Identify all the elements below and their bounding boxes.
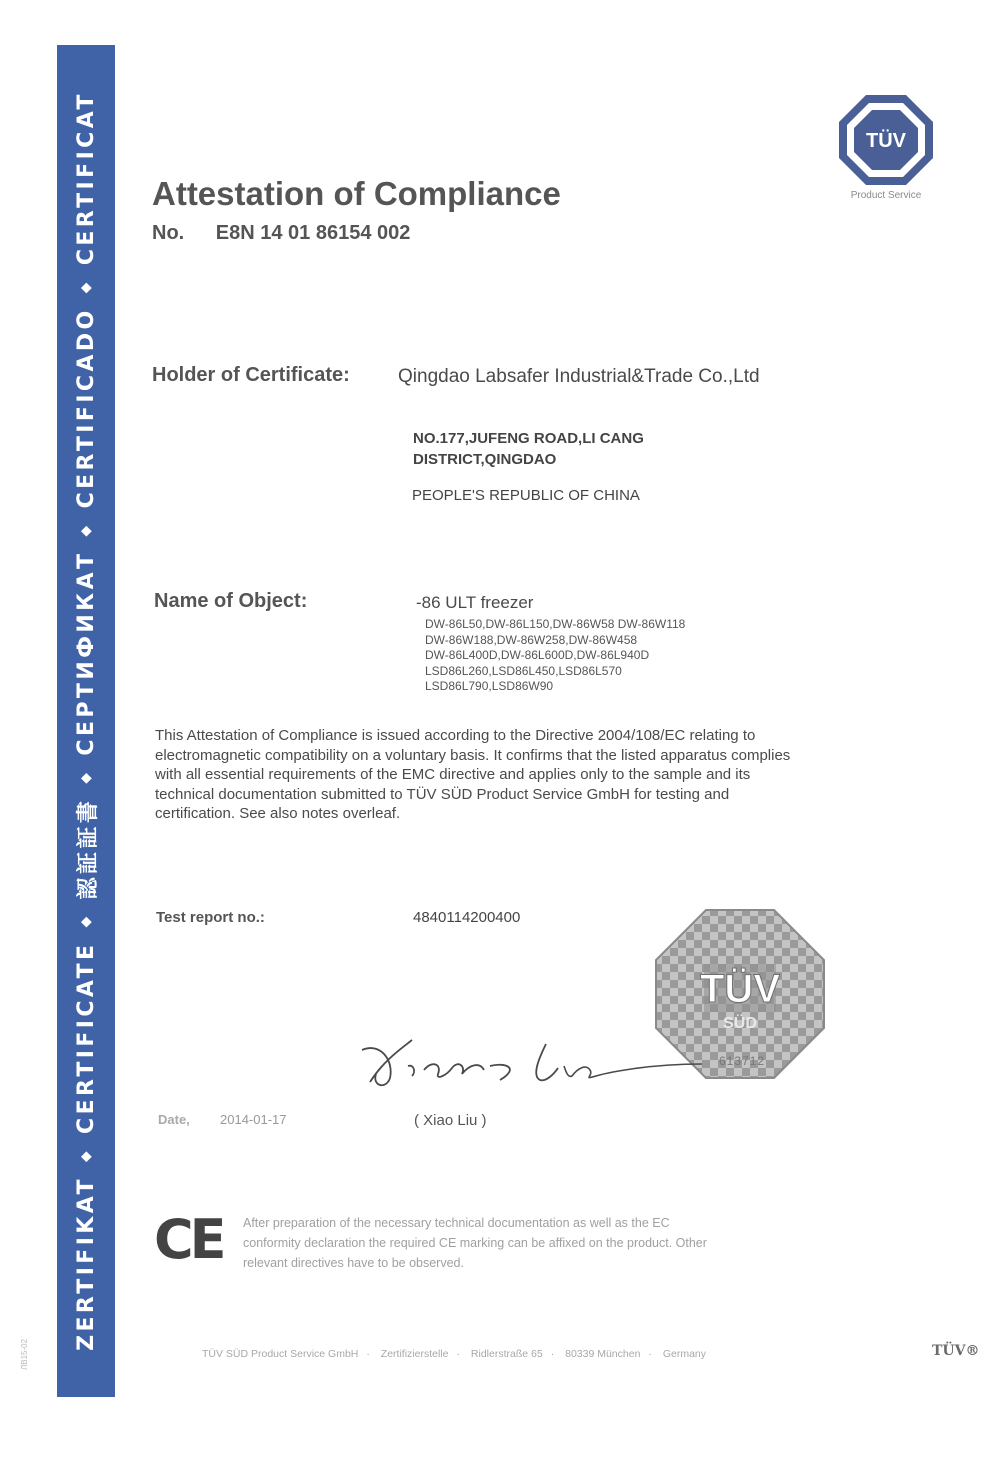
holder-country: PEOPLE'S REPUBLIC OF CHINA (412, 487, 640, 504)
footer-company: TÜV SÜD Product Service GmbH (202, 1348, 359, 1360)
footer-city: 80339 München (565, 1348, 641, 1360)
seal-text: TÜV (700, 967, 780, 1011)
holder-address (413, 428, 733, 470)
model-line: DW-86L50,DW-86L150,DW-86W58 DW-86W118 (425, 617, 686, 631)
sidebar-separator: ◆ (78, 279, 94, 294)
certificate-number (152, 222, 410, 245)
model-line: LSD86L790,LSD86W90 (425, 679, 554, 693)
sidebar-word-japanese: 認証証書 (75, 797, 101, 900)
statement-line: certification. See also notes overleaf. (155, 805, 401, 823)
holder-label: Holder of Certificate: (152, 364, 350, 386)
tuv-logo-caption: Product Service (850, 190, 922, 201)
footer-address: TÜV SÜD Product Service GmbH · Zertifizierstelle · Ridlerstraße 65 · 80339 München · Germany (202, 1348, 707, 1360)
footer-tuv-logo: TÜV® (932, 1343, 980, 1359)
holder-name: Qingdao Labsafer Industrial&Trade Co.,Ltd (398, 366, 760, 387)
compliance-statement (155, 726, 885, 824)
page-title: Attestation of Compliance (152, 175, 561, 212)
ce-mark-icon: CE (154, 1208, 223, 1271)
certificate-number-label: No. (152, 222, 185, 244)
date-label: Date, (158, 1112, 190, 1127)
test-report-number: 4840114200400 (413, 909, 521, 926)
side-document-code: ЛВ15-02 (20, 1338, 29, 1370)
signer-name: ( Xiao Liu ) (414, 1112, 487, 1129)
sidebar-word-sertifikat: СЕРТИФИКАТ (73, 550, 99, 756)
model-list (425, 617, 685, 695)
footer-street: Ridlerstraße 65 (470, 1348, 543, 1360)
footer-department: Zertifizierstelle (380, 1348, 449, 1360)
seal-number: 613712 (719, 1054, 766, 1068)
certificate-sidebar-band (57, 45, 115, 1397)
sidebar-separator: ◆ (78, 522, 94, 537)
seal-subtext: SÜD (723, 1015, 757, 1032)
model-line: DW-86W188,DW-86W258,DW-86W458 (425, 632, 638, 647)
ce-note (243, 1213, 883, 1273)
model-line: DW-86L400D,DW-86L600D,DW-86L940D (425, 648, 650, 662)
sidebar-word-zertifikat: ZERTIFIKAT (73, 1176, 99, 1351)
statement-line: This Attestation of Compliance is issued according to the Directive 2004/108/EC relating to (155, 727, 756, 744)
test-report-label: Test report no.: (156, 909, 265, 926)
ce-note-line: After preparation of the necessary technical documentation as well as the EC (243, 1216, 670, 1230)
sidebar-word-certificate: CERTIFICATE (73, 941, 99, 1134)
object-name: -86 ULT freezer (416, 593, 534, 612)
tuv-logo-text: TÜV (866, 130, 906, 152)
sidebar-separator: ◆ (78, 769, 94, 784)
sidebar-word-certificado: CERTIFICADO (73, 307, 99, 509)
statement-line: with all essential requirements of the EMC directive and applies only to the sample and its (155, 766, 751, 784)
footer-country: Germany (662, 1348, 707, 1360)
address-line: DISTRICT,QINGDAO (413, 451, 557, 468)
sidebar-separator: ◆ (78, 913, 94, 928)
sidebar-separator: ◆ (78, 1147, 94, 1163)
statement-line: electromagnetic compatibility on a voluntary basis. It confirms that the listed apparatus complies (155, 746, 791, 764)
sidebar-certificate-text (57, 71, 115, 1371)
object-label: Name of Object: (154, 590, 308, 612)
model-line: LSD86L260,LSD86L450,LSD86L570 (425, 663, 622, 678)
certificate-number-value: E8N 14 01 86154 002 (215, 222, 411, 244)
sidebar-word-certificat: CERTIFICAT (73, 91, 99, 266)
address-line: NO.177,JUFENG ROAD,LI CANG (413, 430, 644, 447)
handwritten-signature (350, 1020, 710, 1100)
ce-note-line: conformity declaration the required CE marking can be affixed on the product. Other (243, 1236, 707, 1250)
tuv-octagon-icon (836, 92, 936, 188)
statement-line: technical documentation submitted to TÜV SÜD Product Service GmbH for testing and (155, 785, 730, 803)
tuv-logo (836, 92, 936, 212)
issue-date: 2014-01-17 (220, 1112, 287, 1127)
ce-note-line: relevant directives have to be observed. (243, 1256, 464, 1270)
